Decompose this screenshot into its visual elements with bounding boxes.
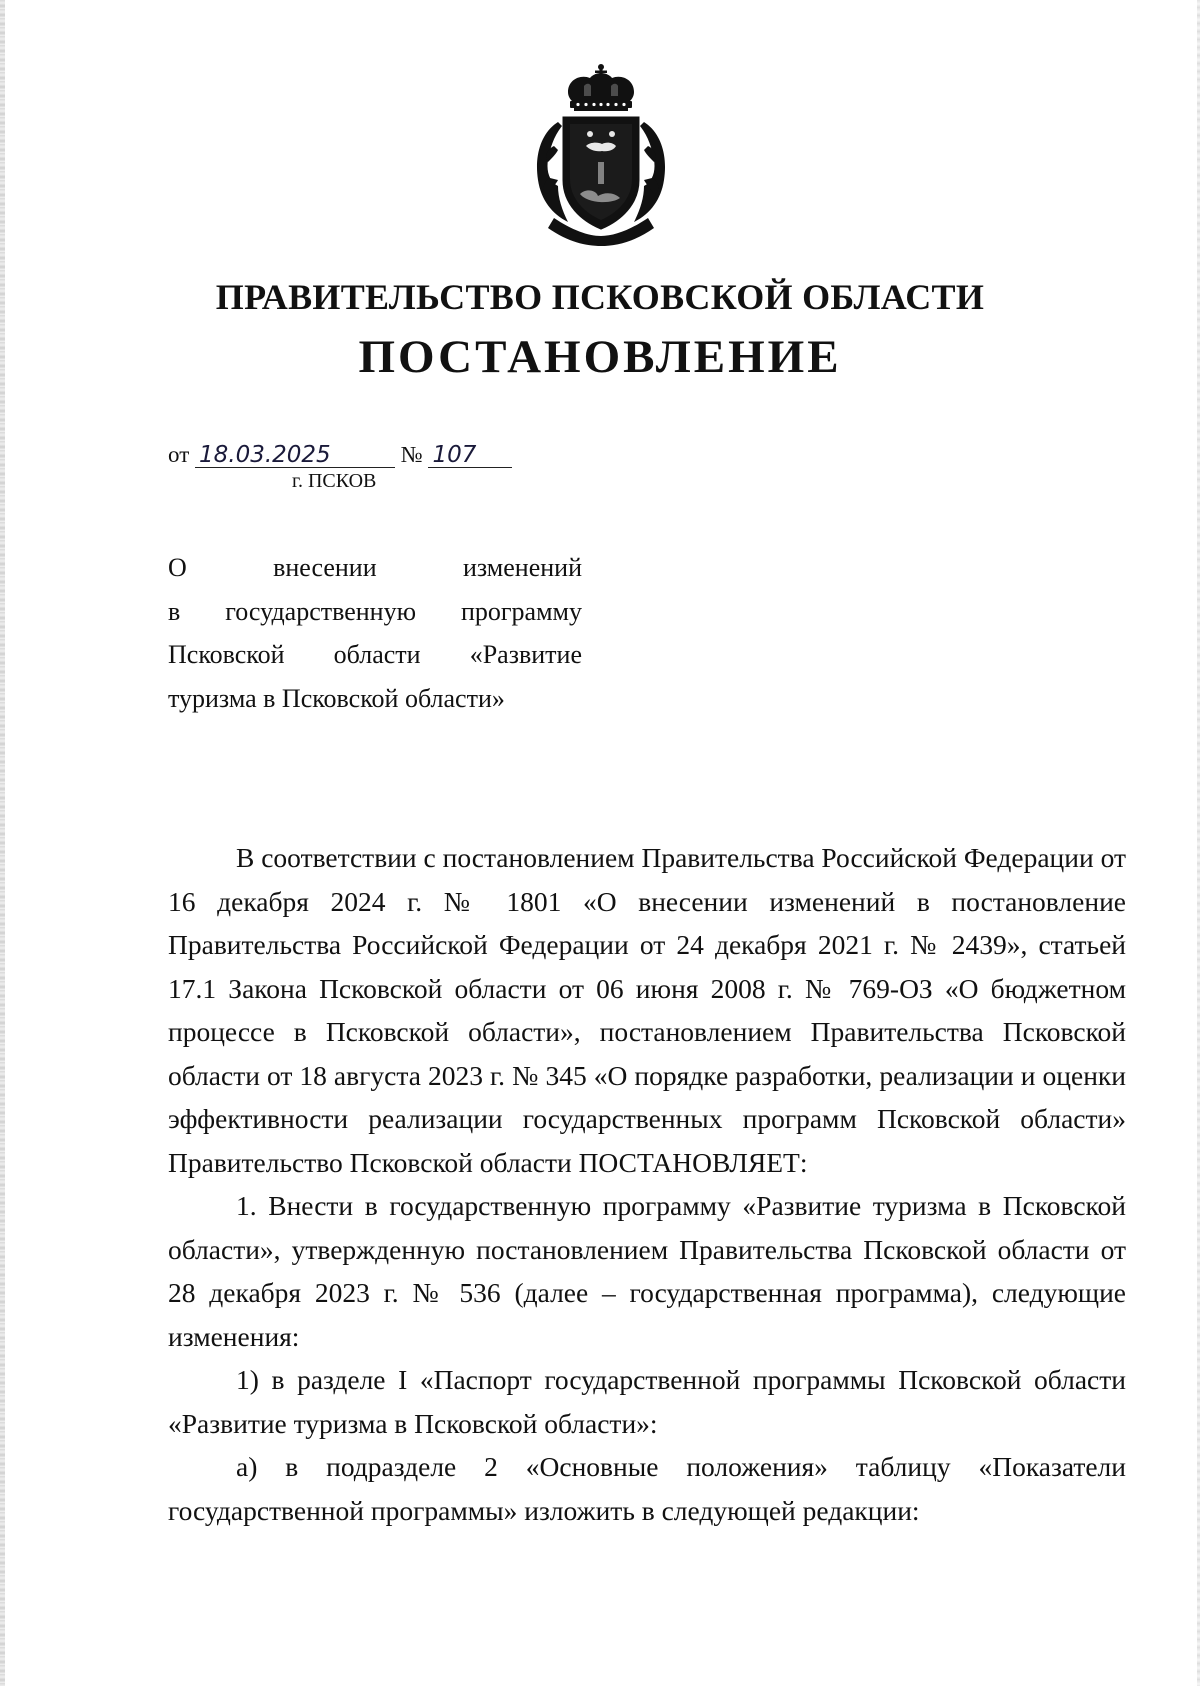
body-paragraph: В соответствии с постановлением Правительства Российской Федерации от 16 декабря 2024 г. № 1801 «О внесении изменений в постановление Правительства Российской Федерации от 24 декабря 2021 г. № 2439», статьей 17.1 Закона Псковской области от 06 июня 2008 г. № 769-ОЗ «О бюджетном процессе в Псковской области», постановлением Правительства Псковской области от 18 августа 2023 г. № 345 «О порядке разработки, реализации и оценки эффективности реализации государственных программ Псковской области» Правительство Псковской области ПОСТАНОВЛЯЕТ: — [168, 842, 1126, 1178]
document-number: 107 — [428, 443, 512, 468]
document-type-title: ПОСТАНОВЛЕНИЕ — [358, 331, 842, 383]
document-subject — [168, 546, 582, 720]
date-number-line — [168, 442, 512, 468]
document-body — [168, 836, 1126, 1532]
document-date: 18.03.2025 — [195, 443, 395, 468]
subject-line: туризма в Псковской области» — [168, 683, 505, 713]
number-prefix: № — [400, 442, 423, 467]
city-label: г. ПСКОВ — [292, 470, 377, 492]
coat-of-arms-icon — [528, 62, 674, 246]
body-paragraph: 1) в разделе I «Паспорт государственной программы Псковской области «Развитие туризма в Псковской области»: — [168, 1364, 1126, 1439]
date-prefix: от — [168, 442, 190, 467]
subject-line: в государственную программу — [168, 596, 582, 626]
subject-line: Псковской области «Развитие — [168, 640, 582, 669]
scan-edge-left — [0, 0, 5, 1686]
body-paragraph: 1. Внести в государственную программу «Развитие туризма в Псковской области», утвержденную постановлением Правительства Псковской области от 28 декабря 2023 г. № 536 (далее – государственная программа), следующие изменения: — [168, 1190, 1126, 1352]
organization-title: ПРАВИТЕЛЬСТВО ПСКОВСКОЙ ОБЛАСТИ — [215, 277, 985, 317]
body-paragraph: а) в подразделе 2 «Основные положения» таблицу «Показатели государственной программы» изложить в следующей редакции: — [168, 1451, 1126, 1526]
subject-line: О внесении изменений — [168, 553, 582, 582]
